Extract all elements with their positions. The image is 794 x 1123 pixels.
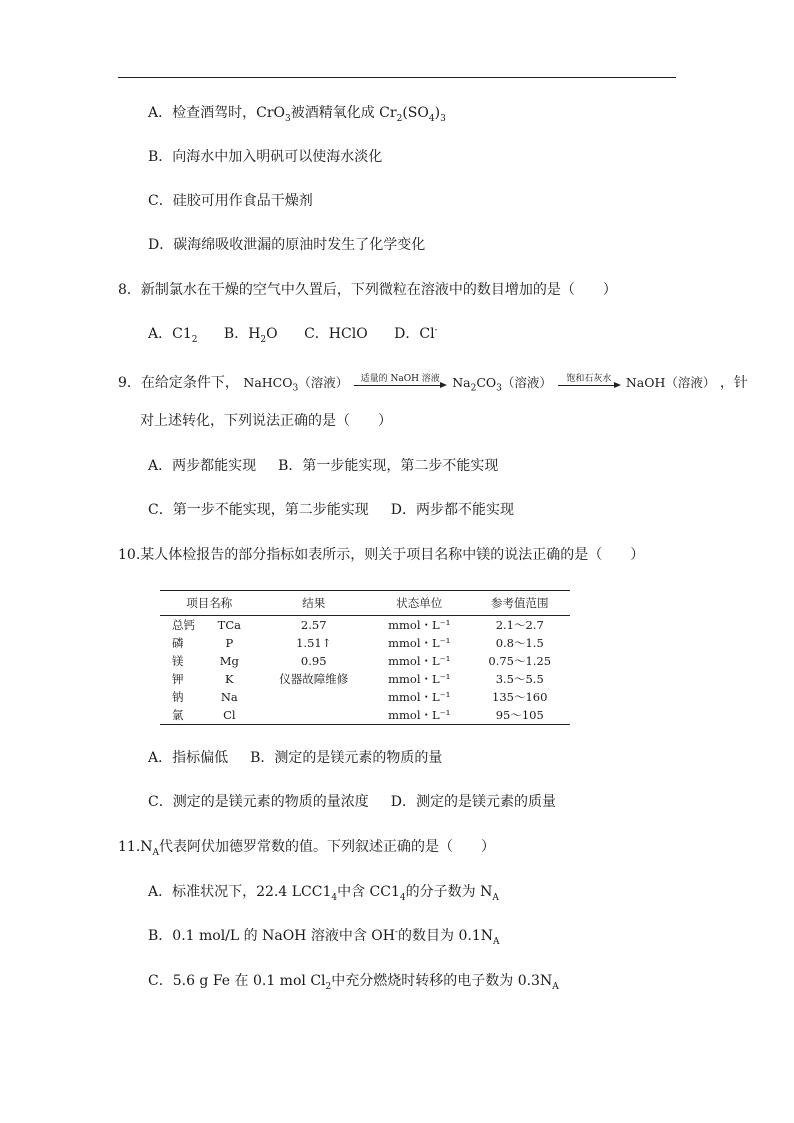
q8-option-c: C．HClO bbox=[304, 326, 368, 342]
q10-option-c: C．测定的是镁元素的物质的量浓度 bbox=[148, 794, 369, 810]
header-range: 参考值范围 bbox=[490, 596, 549, 610]
table-row: 总钙 TCa 2.57 mmol・L⁻¹ 2.1～2.7 bbox=[172, 618, 544, 632]
q10-stem: 10.某人体检报告的部分指标如表所示，则关于项目名称中镁的说法正确的是（ ） bbox=[118, 547, 645, 563]
lab-report-table bbox=[160, 590, 570, 725]
q11-option-a: A．标准状况下，22.4 $LCC1_4$中含 $CC1_4$的分子数为 $N_A$ bbox=[148, 884, 499, 903]
table-row: 钾 K 仪器故障维修 mmol・L⁻¹ 3.5～5.5 bbox=[172, 672, 544, 686]
q10-options-ab bbox=[148, 748, 442, 768]
q10-options-cd bbox=[148, 792, 556, 812]
q9-option-c: C．第一步不能实现，第二步能实现 bbox=[148, 502, 369, 518]
q7-option-d: D．碳海绵吸收泄漏的原油时发生了化学变化 bbox=[148, 237, 426, 253]
q11-option-c: C．5.6 g Fe 在 0.1 mol $Cl_2$中充分燃烧时转移的电子数为 $0.3N_A$ bbox=[148, 973, 559, 992]
table-row: 镁 Mg 0.95 mmol・L⁻¹ 0.75～1.25 bbox=[172, 654, 552, 668]
q9-option-d: D．两步都不能实现 bbox=[390, 502, 514, 518]
q7-option-c: C．硅胶可用作食品干燥剂 bbox=[148, 193, 313, 209]
reaction-arrow-2: 饱和石灰水 bbox=[556, 374, 622, 394]
header-result: 结果 bbox=[302, 596, 326, 610]
q9-options-ab bbox=[148, 456, 498, 476]
header-rule bbox=[118, 77, 676, 78]
q9-reaction: NaHCO$_3$（溶液） 适量的 NaOH 溶液 $Na_2CO_3$（溶液） 饱和石灰水 NaOH（溶液） bbox=[243, 373, 716, 394]
header-unit: 状态单位 bbox=[396, 596, 443, 610]
table-row: 氯 Cl mmol・L⁻¹ 95～105 bbox=[160, 706, 570, 725]
q9-stem-continued: 对上述转化，下列说法正确的是（ ） bbox=[140, 413, 392, 429]
q9-options-cd bbox=[148, 500, 514, 520]
q11-stem: $11.N_A$代表阿伏加德罗常数的值。下列叙述正确的是（ ） bbox=[118, 839, 496, 858]
reaction-arrow-1: 适量的 NaOH 溶液 bbox=[352, 374, 448, 394]
q8-option-b: B．$H_2O$ bbox=[223, 326, 278, 345]
q7-option-a: A．检查酒驾时，CrO$_3$被酒精氧化成 $Cr_2(SO_4)_3$ bbox=[148, 105, 446, 124]
q9-stem: 9．在给定条件下， NaHCO$_3$（溶液） 适量的 NaOH 溶液 $Na_2CO_3$（溶液） 饱和石灰水 NaOH（溶液） ，针 bbox=[118, 373, 748, 394]
header-item-name: 项目名称 bbox=[186, 596, 233, 610]
q8-option-d: D．Cl- bbox=[394, 325, 438, 342]
table-header-row bbox=[160, 591, 570, 616]
table-row: 磷 P 1.51↑ mmol・L⁻¹ 0.8～1.5 bbox=[172, 636, 544, 650]
table-row: 钠 Na mmol・L⁻¹ 135～160 bbox=[172, 690, 548, 704]
q8-stem: 8．新制氯水在干燥的空气中久置后，下列微粒在溶液中的数目增加的是（ ） bbox=[118, 282, 617, 298]
q8-options bbox=[148, 324, 438, 344]
q9-option-b: B．第一步能实现，第二步不能实现 bbox=[278, 458, 499, 474]
q7-option-b: B．向海水中加入明矾可以使海水淡化 bbox=[148, 149, 383, 165]
q10-option-a: A．指标偏低 bbox=[148, 750, 229, 766]
q9-option-a: A．两步都能实现 bbox=[148, 458, 257, 474]
q11-option-b: B．0.1 mol/L 的 NaOH 溶液中含 OH-的数目为 $0.1N_A$ bbox=[148, 927, 500, 947]
q10-option-d: D．测定的是镁元素的质量 bbox=[390, 794, 556, 810]
q8-option-a: A．$C1_2$ bbox=[148, 326, 198, 345]
q10-option-b: B．测定的是镁元素的物质的量 bbox=[250, 750, 443, 766]
